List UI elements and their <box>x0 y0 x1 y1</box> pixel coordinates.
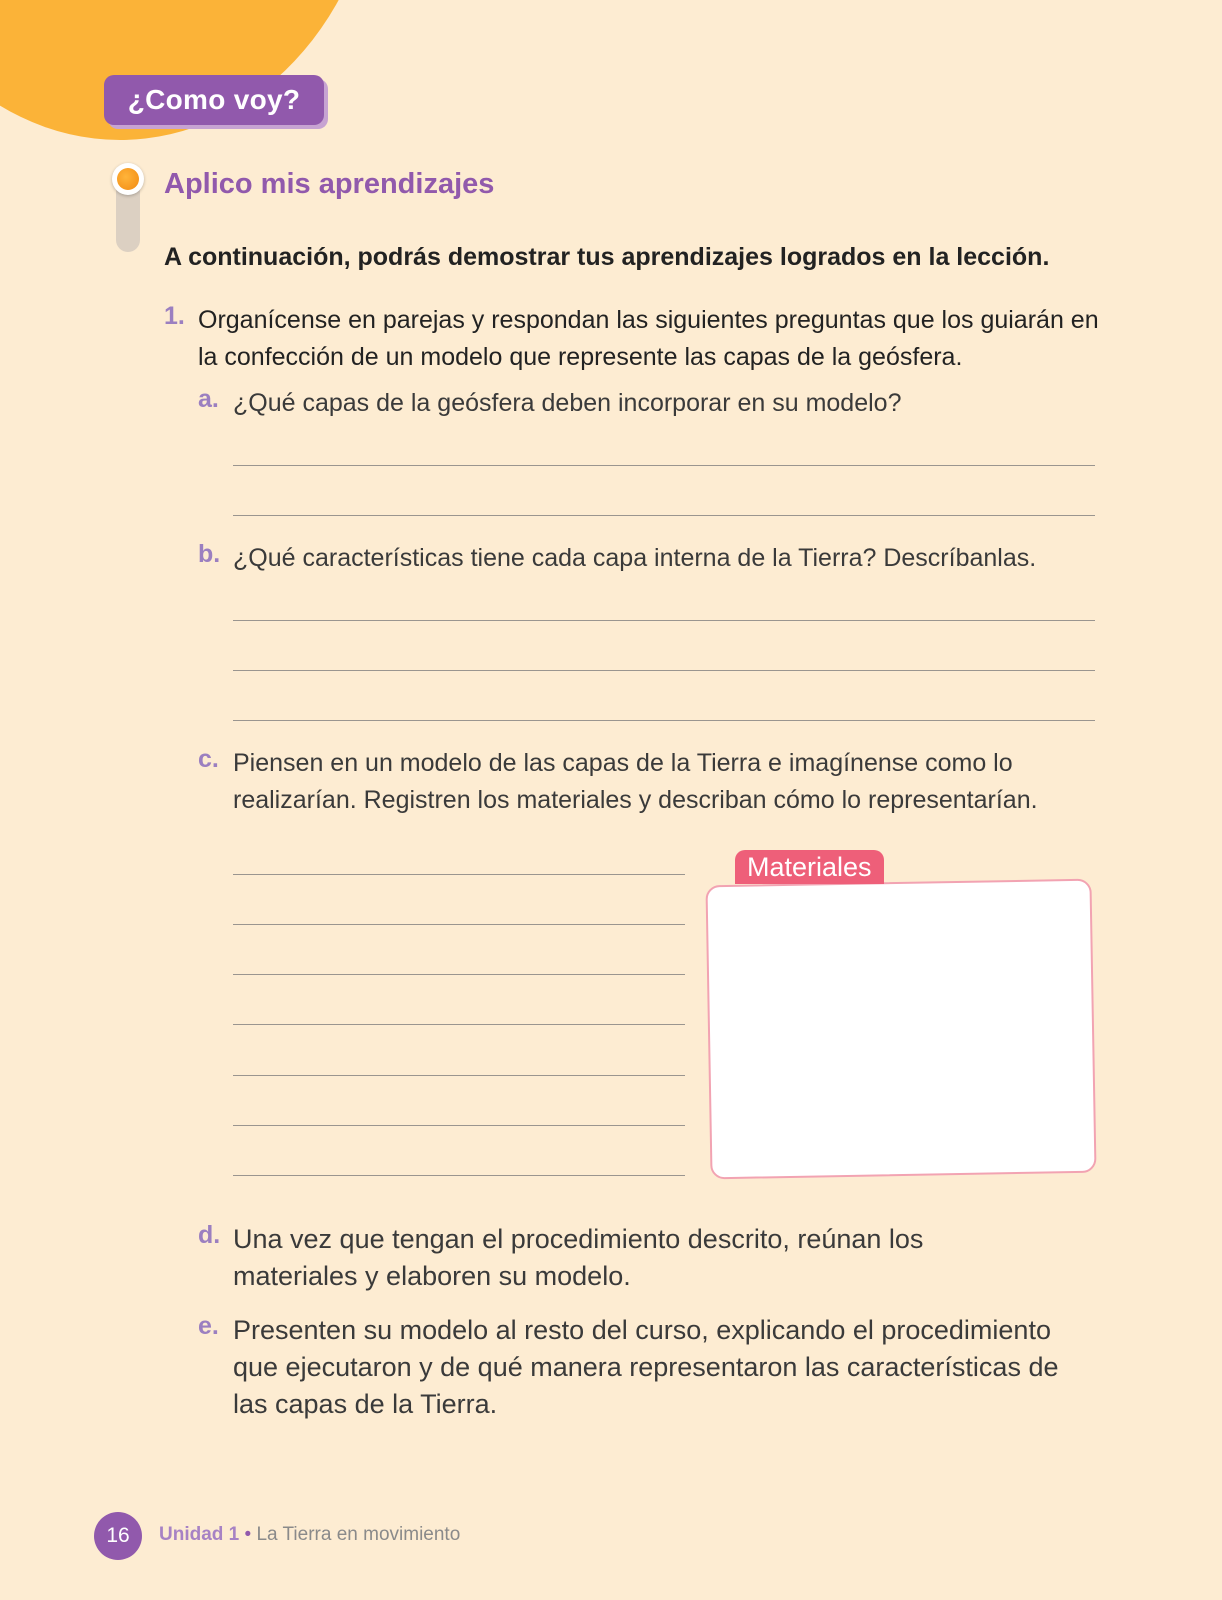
answer-line-c6[interactable] <box>233 1125 685 1126</box>
question-text: Organícense en parejas y respondan las siguientes preguntas que los guiarán en la confección de un modelo que represente las capas de la geósfera. <box>198 306 1099 371</box>
answer-line-c3[interactable] <box>233 974 685 975</box>
answer-line-b2[interactable] <box>233 670 1095 671</box>
answer-line-a2[interactable] <box>233 515 1095 516</box>
materials-box[interactable] <box>705 879 1096 1180</box>
page-number-text: 16 <box>106 1524 130 1547</box>
intro-text: A continuación, podrás demostrar tus aprendizajes logrados en la lección. <box>164 243 1050 271</box>
item-d-text: Una vez que tengan el procedimiento descrito, reúnan los materiales y elaboren su modelo. <box>233 1224 924 1291</box>
question-number: 1. <box>164 302 185 330</box>
answer-line-a1[interactable] <box>233 465 1095 466</box>
item-b-letter: b. <box>198 540 221 568</box>
item-d-letter: d. <box>198 1221 221 1249</box>
section-badge <box>104 75 324 125</box>
item-b-text: ¿Qué características tiene cada capa interna de la Tierra? Descríbanlas. <box>233 544 1037 572</box>
footer-separator: • <box>244 1524 252 1545</box>
answer-line-c7[interactable] <box>233 1175 685 1176</box>
answer-line-b1[interactable] <box>233 620 1095 621</box>
section-title: Aplico mis aprendizajes <box>164 168 495 200</box>
section-marker-dot-icon <box>112 163 144 195</box>
item-c-text: Piensen en un modelo de las capas de la Tierra e imagínense como lo realizarían. Registren los materiales y describan cómo lo representarían. <box>233 749 1038 814</box>
item-a-letter: a. <box>198 385 219 413</box>
answer-line-b3[interactable] <box>233 720 1095 721</box>
item-e-letter: e. <box>198 1312 219 1340</box>
footer-unit: Unidad 1 <box>159 1524 240 1545</box>
answer-line-c2[interactable] <box>233 924 685 925</box>
item-a-text: ¿Qué capas de la geósfera deben incorporar en su modelo? <box>233 389 902 417</box>
answer-line-c4[interactable] <box>233 1024 685 1025</box>
page-number <box>94 1512 142 1560</box>
materials-label: Materiales <box>735 850 884 884</box>
item-e-text: Presenten su modelo al resto del curso, explicando el procedimiento que ejecutaron y de qué manera representaron las características de las capas de la Tierra. <box>233 1315 1059 1419</box>
item-c-letter: c. <box>198 745 219 773</box>
footer-breadcrumb <box>159 1524 460 1546</box>
footer-unit-title: La Tierra en movimiento <box>256 1524 461 1545</box>
badge-label: ¿Como voy? <box>127 84 301 115</box>
answer-line-c1[interactable] <box>233 874 685 875</box>
answer-line-c5[interactable] <box>233 1075 685 1076</box>
